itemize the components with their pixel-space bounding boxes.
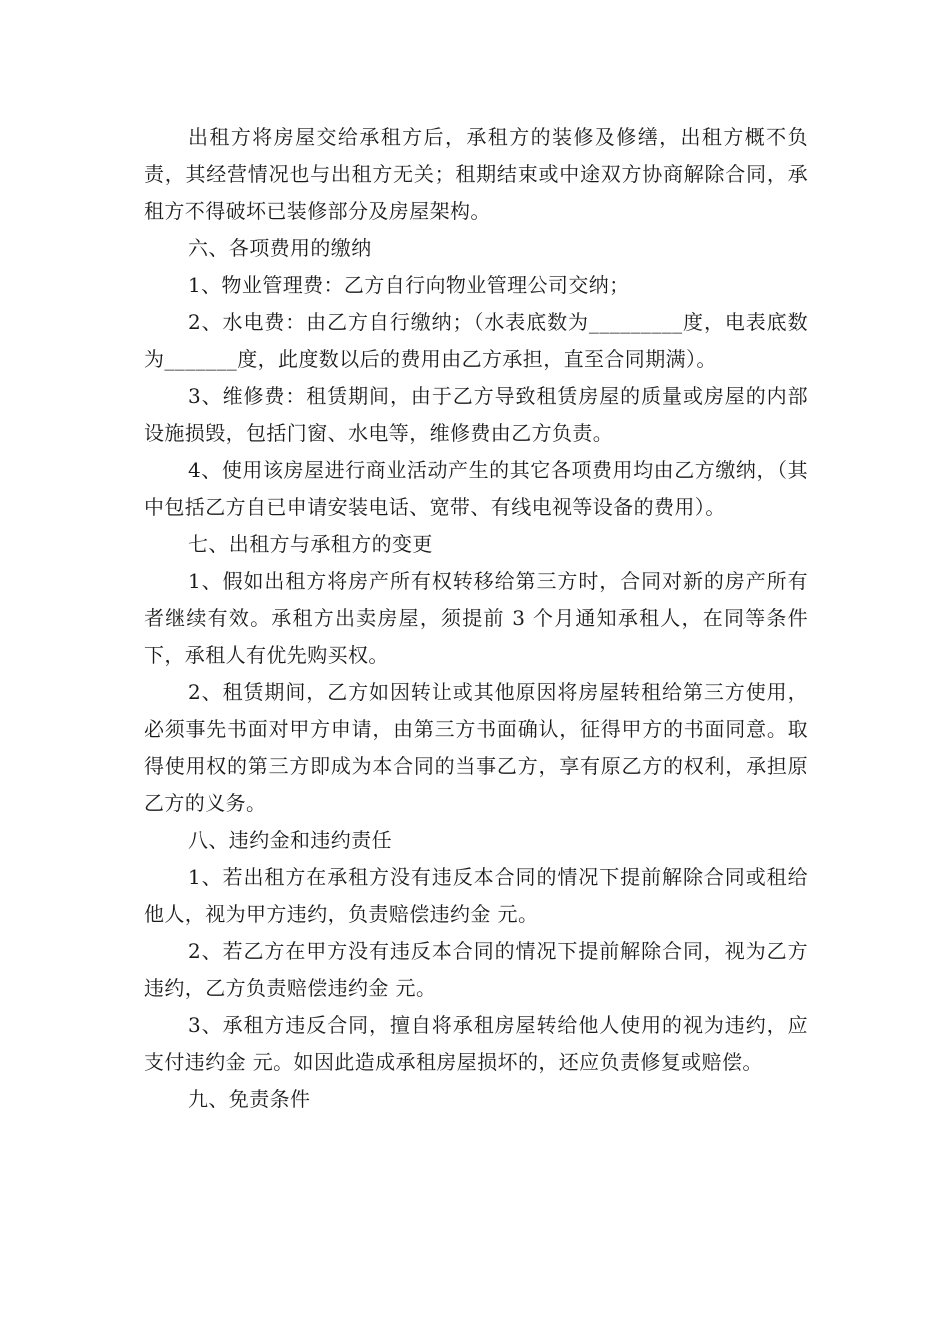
document-body (144, 119, 808, 1118)
heading-changes: 七、出租方与承租方的变更 (188, 532, 433, 556)
paragraph-lessee-breach: 2、若乙方在甲方没有违反本合同的情况下提前解除合同，视为乙方违约，乙方负责赔偿违约金 元。 (144, 939, 808, 1000)
paragraph-renovation: 出租方将房屋交给承租方后，承租方的装修及修缮，出租方概不负责，其经营情况也与出租方无关；租期结束或中途双方协商解除合同，承租方不得破坏已装修部分及房屋架构。 (144, 125, 808, 223)
paragraph-lessor-breach: 1、若出租方在承租方没有违反本合同的情况下提前解除合同或租给他人，视为甲方违约，负责赔偿违约金 元。 (144, 865, 808, 926)
paragraph-maintenance: 3、维修费：租赁期间，由于乙方导致租赁房屋的质量或房屋的内部设施损毁，包括门窗、水电等，维修费由乙方负责。 (144, 384, 808, 445)
paragraph-property-fee: 1、物业管理费：乙方自行向物业管理公司交纳； (188, 273, 630, 297)
paragraph-unauthorized-transfer: 3、承租方违反合同，擅自将承租房屋转给他人使用的视为违约，应支付违约金 元。如因此造成承租房屋损坏的，还应负责修复或赔偿。 (144, 1013, 808, 1074)
paragraph-ownership-transfer: 1、假如出租方将房产所有权转移给第三方时，合同对新的房产所有者继续有效。承租方出卖房屋，须提前 3 个月通知承租人，在同等条件下，承租人有优先购买权。 (144, 569, 808, 667)
paragraph-sublease: 2、租赁期间，乙方如因转让或其他原因将房屋转租给第三方使用，必须事先书面对甲方申请，由第三方书面确认，征得甲方的书面同意。取得使用权的第三方即成为本合同的当事乙方，享有原乙方的权利，承担原乙方的义务。 (144, 680, 808, 815)
heading-breach: 八、违约金和违约责任 (188, 828, 392, 852)
heading-fees: 六、各项费用的缴纳 (188, 236, 372, 260)
paragraph-other-fees: 4、使用该房屋进行商业活动产生的其它各项费用均由乙方缴纳，（其中包括乙方自已申请安装电话、宽带、有线电视等设备的费用）。 (144, 458, 808, 519)
paragraph-utilities: 2、水电费：由乙方自行缴纳；（水表底数为_________度，电表底数为_______度，此度数以后的费用由乙方承担，直至合同期满）。 (144, 310, 808, 371)
heading-exemption: 九、免责条件 (188, 1087, 311, 1111)
